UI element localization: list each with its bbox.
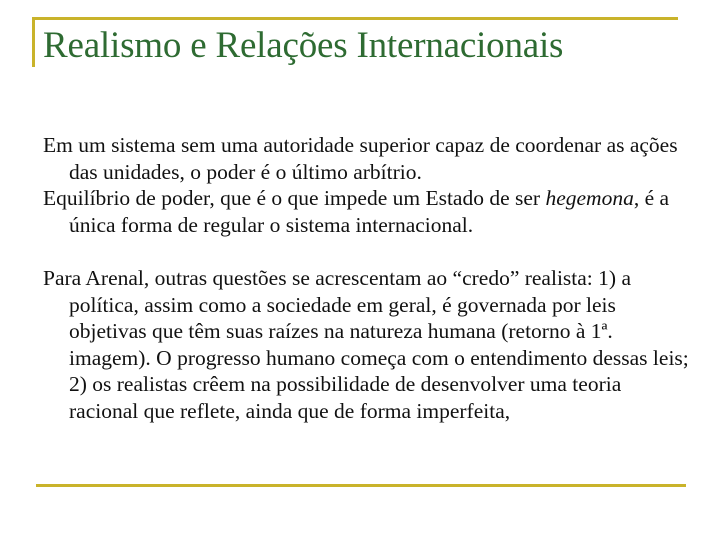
paragraph-arenal: Para Arenal, outras questões se acrescentam ao “credo” realista: 1) a política, assim como a sociedade em geral, é governada por leis objetivas que têm suas raízes na natureza humana (retorno à 1ª. imagem). O progresso humano começa com o entendimento dessas leis; 2) os realistas crêem na possibilidade de desenvolver uma teoria racional que reflete, ainda que de forma imperfeita, (43, 266, 689, 423)
paragraph-balance-text-end: , é a única forma de regular o sistema internacional. (69, 186, 670, 237)
paragraph-balance-of-power (43, 185, 693, 238)
paragraph-balance-text-start: Equilíbrio de poder, que é o que impede um Estado de ser (43, 186, 546, 210)
slide-body (43, 132, 693, 424)
hegemona-term: hegemona (545, 186, 634, 210)
left-accent-rule (32, 17, 35, 67)
paragraph-anarchy: Em um sistema sem uma autoridade superior capaz de coordenar as ações das unidades, o poder é o último arbítrio. (43, 133, 678, 184)
paragraph-spacer (43, 238, 693, 265)
slide-title: Realismo e Relações Internacionais (43, 25, 564, 66)
top-accent-rule (34, 17, 678, 20)
bottom-accent-rule (36, 484, 686, 487)
